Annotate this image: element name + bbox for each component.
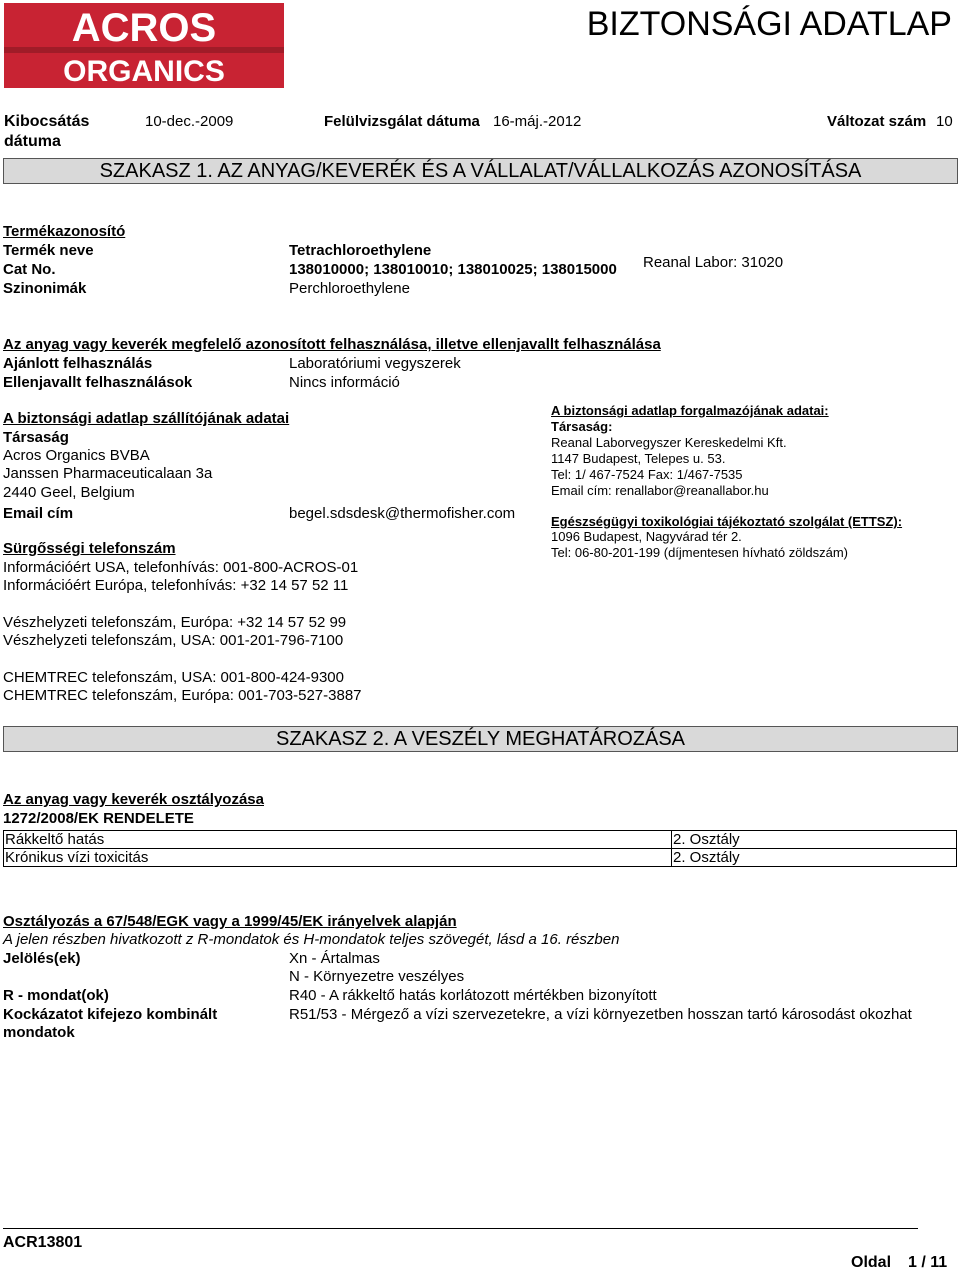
- ettsz-address: 1096 Budapest, Nagyvárad tér 2.: [551, 529, 742, 544]
- symbol-n: N - Környezetre veszélyes: [289, 968, 465, 985]
- hazard-cell: Rákkeltő hatás: [4, 831, 672, 849]
- synonyms-value: Perchloroethylene: [289, 280, 410, 297]
- logo-text-top: ACROS: [71, 6, 217, 50]
- r-phrase-label: R - mondat(ok): [3, 987, 109, 1004]
- section-1-title: SZAKASZ 1. AZ ANYAG/KEVERÉK ÉS A VÁLLALAT/VÁLLALKOZÁS AZONOSÍTÁSA: [3, 158, 958, 184]
- supplier-heading: A biztonsági adatlap szállítójának adatai: [3, 410, 290, 427]
- directive-note: A jelen részben hivatkozott z R-mondatok és H-mondatok teljes szövegét, lásd a 16. részben: [3, 931, 620, 948]
- combined-label-2: mondatok: [3, 1024, 75, 1041]
- use-heading: Az anyag vagy keverék megfelelő azonosított felhasználása, illetve ellenjavallt felhasználása: [3, 336, 661, 353]
- ettsz-heading: Egészségügyi toxikológiai tájékoztató szolgálat (ETTSZ):: [551, 514, 903, 529]
- recommended-use-label: Ajánlott felhasználás: [3, 355, 153, 372]
- distributor-email: Email cím: renallabor@reanallabor.hu: [551, 483, 769, 498]
- recommended-use-value: Laboratóriumi vegyszerek: [289, 355, 461, 372]
- chemtrec-europe: CHEMTREC telefonszám, Európa: 001-703-527-3887: [3, 687, 362, 704]
- distributor-name: Reanal Laborvegyszer Kereskedelmi Kft.: [551, 435, 787, 450]
- issue-label-1: Kibocsátás: [4, 113, 90, 130]
- combined-label-1: Kockázatot kifejezo kombinált: [3, 1006, 218, 1023]
- company-city: 2440 Geel, Belgium: [3, 484, 135, 501]
- company-name: Acros Organics BVBA: [3, 447, 150, 464]
- chemtrec-usa: CHEMTREC telefonszám, USA: 001-800-424-9300: [3, 669, 344, 686]
- emergency-usa: Vészhelyzeti telefonszám, USA: 001-201-796-7100: [3, 632, 344, 649]
- distributor-phone: Tel: 1/ 467-7524 Fax: 1/467-7535: [551, 467, 743, 482]
- issue-label-2: dátuma: [4, 133, 61, 150]
- distributor-heading: A biztonsági adatlap forgalmazójának adatai:: [551, 403, 829, 418]
- company-street: Janssen Pharmaceuticalaan 3a: [3, 465, 213, 482]
- section-2-title: SZAKASZ 2. A VESZÉLY MEGHATÁROZÁSA: [3, 726, 958, 752]
- email-link[interactable]: begel.sdsdesk@thermofisher.com: [289, 505, 516, 522]
- document-title: BIZTONSÁGI ADATLAP: [586, 5, 952, 43]
- info-usa: Információért USA, telefonhívás: 001-800-ACROS-01: [3, 559, 359, 576]
- revision-date: 16-máj.-2012: [493, 113, 582, 130]
- issue-date: 10-dec.-2009: [145, 113, 234, 130]
- acros-organics-logo: [4, 3, 284, 88]
- document-code: ACR13801: [3, 1234, 83, 1251]
- symbol-xn: Xn - Ártalmas: [289, 950, 380, 967]
- r-phrase-value: R40 - A rákkeltő hatás korlátozott mértékben bizonyított: [289, 987, 657, 1004]
- version-number: 10: [936, 113, 953, 130]
- footer-divider: [3, 1228, 918, 1229]
- info-europe: Információért Európa, telefonhívás: +32 14 57 52 11: [3, 577, 349, 594]
- cat-values: 138010000; 138010010; 138010025; 138015000: [289, 261, 617, 278]
- distributor-address: 1147 Budapest, Telepes u. 53.: [551, 451, 726, 466]
- symbols-label: Jelölés(ek): [3, 950, 81, 967]
- emergency-heading: Sürgősségi telefonszám: [3, 540, 176, 557]
- regulation-label: 1272/2008/EK RENDELETE: [3, 810, 194, 827]
- version-label: Változat szám: [827, 113, 927, 130]
- logo-text-bottom: ORGANICS: [63, 55, 225, 88]
- reanal-code: Reanal Labor: 31020: [643, 254, 784, 271]
- table-row: [4, 849, 957, 867]
- directive-heading: Osztályozás a 67/548/EGK vagy a 1999/45/EK irányelvek alapján: [3, 913, 457, 930]
- email-label: Email cím: [3, 505, 74, 522]
- classification-heading: Az anyag vagy keverék osztályozása: [3, 791, 264, 808]
- contraindicated-use-label: Ellenjavallt felhasználások: [3, 374, 193, 391]
- product-name-label: Termék neve: [3, 242, 94, 259]
- emergency-europe: Vészhelyzeti telefonszám, Európa: +32 14 57 52 99: [3, 614, 347, 631]
- synonyms-label: Szinonimák: [3, 280, 87, 297]
- table-row: [4, 831, 957, 849]
- hazard-cell: Krónikus vízi toxicitás: [4, 849, 672, 867]
- page-number: 1 / 11: [908, 1254, 948, 1271]
- classification-table: [3, 830, 957, 867]
- ettsz-phone: Tel: 06-80-201-199 (díjmentesen hívható zöldszám): [551, 545, 848, 560]
- combined-value: R51/53 - Mérgező a vízi szervezetekre, a vízi környezetben hosszan tartó károsodást okozhat: [289, 1006, 912, 1023]
- company-label: Társaság: [3, 429, 69, 446]
- product-name: Tetrachloroethylene: [289, 242, 432, 259]
- distributor-company-label: Társaság:: [551, 419, 613, 434]
- page-label: Oldal: [851, 1254, 892, 1271]
- category-cell: 2. Osztály: [672, 831, 957, 849]
- cat-label: Cat No.: [3, 261, 56, 278]
- revision-label: Felülvizsgálat dátuma: [324, 113, 480, 130]
- category-cell: 2. Osztály: [672, 849, 957, 867]
- contraindicated-use-value: Nincs információ: [289, 374, 400, 391]
- product-id-heading: Termékazonosító: [3, 223, 126, 240]
